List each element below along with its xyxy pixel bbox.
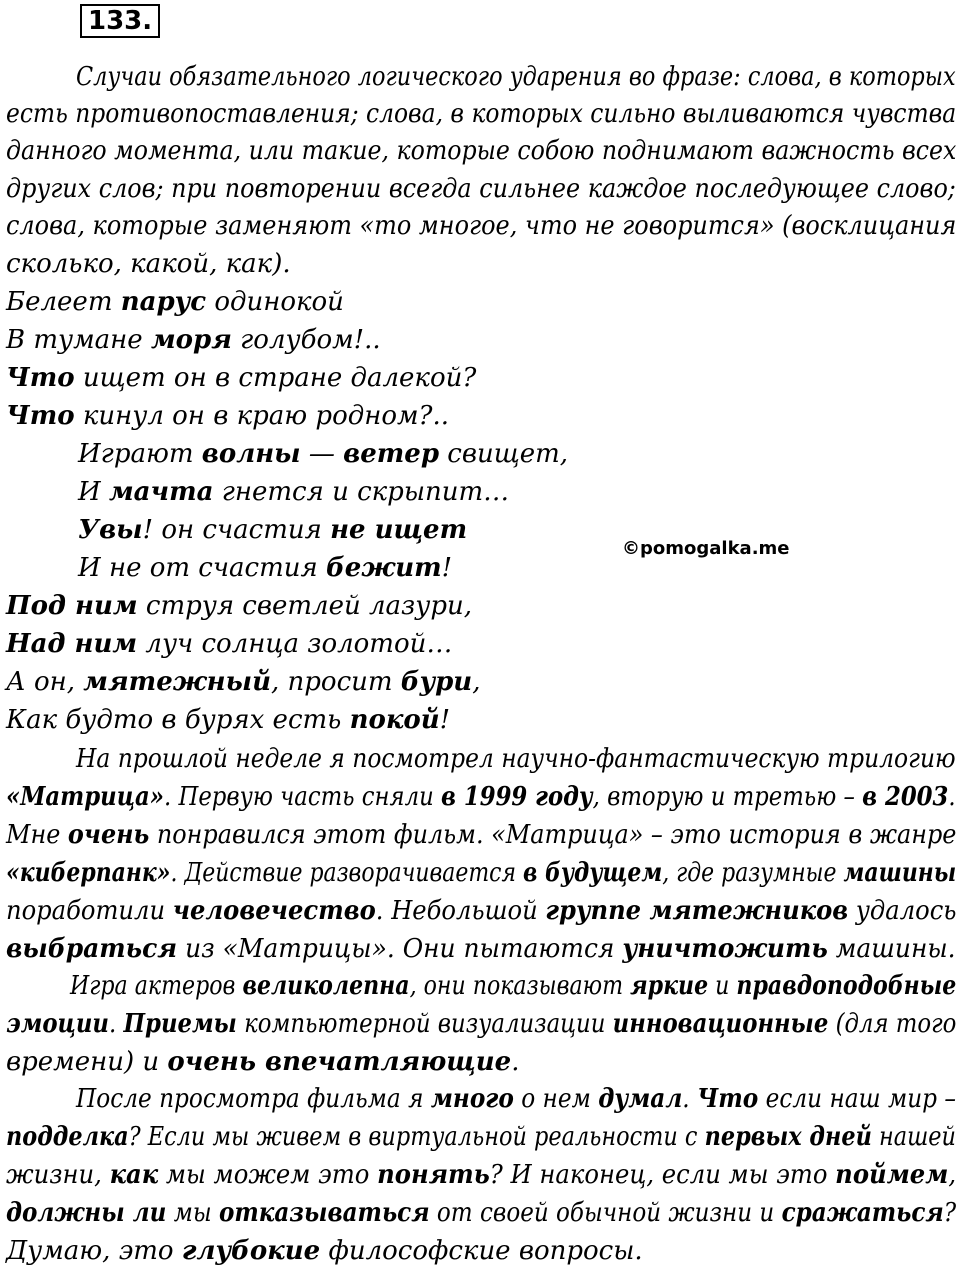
text-line <box>6 1047 519 1077</box>
text-segment: струя светлей лазури, <box>137 591 472 621</box>
emphasized-word: машины <box>843 858 957 888</box>
emphasized-word: подделка <box>6 1122 129 1152</box>
emphasized-word: эмоции <box>6 1009 110 1039</box>
text-segment: удалось <box>848 896 957 926</box>
text-segment: других слов; при повторении всегда сильнее каждое последующее слово; <box>6 174 956 204</box>
text-segment: ! <box>441 553 453 583</box>
text-line <box>6 705 450 735</box>
text-segment: . <box>109 1009 124 1039</box>
text-segment: . Небольшой <box>375 896 546 926</box>
emphasized-word: покой <box>349 705 440 735</box>
text-line <box>76 744 956 774</box>
text-line <box>78 477 509 507</box>
text-line <box>6 896 956 926</box>
text-segment: жизни, <box>6 1160 110 1190</box>
text-line <box>6 667 480 697</box>
text-line <box>78 515 467 545</box>
text-line <box>6 782 956 812</box>
text-segment: , <box>472 667 481 697</box>
text-segment: ! он счастия <box>142 515 331 545</box>
text-segment: о нем <box>513 1084 599 1114</box>
text-segment: , где разумные <box>662 858 844 888</box>
emphasized-word: великолепна <box>242 971 410 1001</box>
emphasized-word: Что <box>6 401 75 431</box>
text-segment: ? <box>943 1198 957 1228</box>
text-segment: В тумане <box>6 325 151 355</box>
text-segment: Как будто в бурях есть <box>6 705 350 735</box>
emphasized-word: Увы <box>78 515 143 545</box>
emphasized-word: моря <box>150 325 232 355</box>
text-segment: кинул он в краю родном?.. <box>74 401 450 431</box>
text-segment: философские вопросы. <box>320 1236 643 1266</box>
text-segment: нашей <box>871 1122 956 1152</box>
text-line <box>6 1198 956 1228</box>
text-segment: из «Матрицы». Они пытаются <box>177 934 623 964</box>
emphasized-word: Приемы <box>123 1009 237 1039</box>
text-line <box>6 820 956 850</box>
text-segment: На прошлой неделе я посмотрел научно-фантастическую трилогию <box>76 744 956 774</box>
text-segment: данного момента, или такие, которые собою поднимают важность всех <box>6 136 957 166</box>
emphasized-word: очень впечатляющие <box>167 1047 512 1077</box>
text-segment: . Первую часть сняли <box>164 782 442 812</box>
text-segment: ! <box>439 705 451 735</box>
text-segment: , они показывают <box>409 971 631 1001</box>
text-segment: времени) и <box>6 1047 168 1077</box>
text-segment: , просит <box>271 667 401 697</box>
text-segment: Случаи обязательного логического ударения во фразе: слова, в которых <box>76 62 956 92</box>
text-segment: голубом!.. <box>231 325 381 355</box>
emphasized-word: человечество <box>172 896 376 926</box>
emphasized-word: много <box>430 1084 514 1114</box>
text-segment: ? Если мы живем в виртуальной реальности с <box>128 1122 705 1152</box>
text-line <box>6 858 956 888</box>
emphasized-word: отказываться <box>218 1198 430 1228</box>
text-line <box>6 629 452 659</box>
text-segment: , <box>948 1160 957 1190</box>
exercise-number: 133. <box>80 4 160 38</box>
text-segment: После просмотра фильма я <box>76 1084 431 1114</box>
text-segment: есть противопоставления; слова, в которых сильно выливаются чувства <box>6 99 957 129</box>
text-line <box>6 211 956 241</box>
text-segment: ищет он в стране далекой? <box>74 363 477 393</box>
text-segment: ? И наконец, если мы это <box>489 1160 836 1190</box>
emphasized-word: не ищет <box>330 515 468 545</box>
emphasized-word: в будущем <box>522 858 663 888</box>
text-segment: (для того <box>828 1009 957 1039</box>
text-segment: . Действие разворачивается <box>170 858 523 888</box>
emphasized-word: должны ли <box>6 1198 167 1228</box>
emphasized-word: «Матрица» <box>6 782 165 812</box>
emphasized-word: бежит <box>325 553 442 583</box>
text-segment: . <box>948 782 956 812</box>
text-segment: мы можем это <box>158 1160 378 1190</box>
text-line <box>6 1236 643 1266</box>
emphasized-word: Над ним <box>6 629 138 659</box>
emphasized-word: очень <box>67 820 150 850</box>
text-segment: мы <box>166 1198 219 1228</box>
text-segment: одинокой <box>206 287 344 317</box>
text-line <box>78 439 568 469</box>
emphasized-word: думал <box>598 1084 683 1114</box>
text-segment: компьютерной визуализации <box>236 1009 613 1039</box>
emphasized-word: яркие <box>630 971 709 1001</box>
text-segment: если наш мир – <box>758 1084 956 1114</box>
text-line <box>6 249 291 279</box>
emphasized-word: первых дней <box>704 1122 872 1152</box>
emphasized-word: как <box>109 1160 159 1190</box>
text-line <box>6 1160 956 1190</box>
text-line <box>76 62 956 92</box>
emphasized-word: мачта <box>108 477 214 507</box>
text-line <box>6 136 956 166</box>
text-segment: . <box>682 1084 698 1114</box>
text-line <box>6 363 476 393</box>
text-line <box>6 99 956 129</box>
emphasized-word: правдоподобные <box>736 971 957 1001</box>
emphasized-word: бури <box>400 667 473 697</box>
emphasized-word: парус <box>120 287 207 317</box>
text-segment: понравился этот фильм. «Матрица» – это история в жанре <box>149 820 957 850</box>
text-line <box>76 1084 956 1114</box>
text-line <box>6 325 381 355</box>
emphasized-word: Под ним <box>6 591 138 621</box>
emphasized-word: группе мятежников <box>545 896 849 926</box>
text-line <box>6 1009 956 1039</box>
text-segment: И <box>78 477 109 507</box>
text-segment: сколько, какой, как). <box>6 249 291 279</box>
emphasized-word: Что <box>697 1084 759 1114</box>
text-segment: А он, <box>6 667 84 697</box>
emphasized-word: сражаться <box>781 1198 944 1228</box>
emphasized-word: Что <box>6 363 75 393</box>
emphasized-word: поймем <box>835 1160 949 1190</box>
text-line <box>6 174 956 204</box>
text-segment: . <box>511 1047 520 1077</box>
emphasized-word: выбраться <box>6 934 178 964</box>
emphasized-word: уничтожить <box>622 934 828 964</box>
text-segment: Мне <box>6 820 68 850</box>
emphasized-word: инновационные <box>612 1009 829 1039</box>
text-segment: луч солнца золотой… <box>137 629 453 659</box>
emphasized-word: в 1999 году <box>441 782 593 812</box>
text-segment: Думаю, это <box>6 1236 182 1266</box>
emphasized-word: мятежный <box>83 667 271 697</box>
text-line <box>6 591 472 621</box>
text-line <box>6 287 344 317</box>
emphasized-word: «киберпанк» <box>6 858 171 888</box>
emphasized-word: понять <box>377 1160 490 1190</box>
text-segment: Играют <box>78 439 202 469</box>
emphasized-word: ветер <box>343 439 440 469</box>
text-line <box>6 934 956 964</box>
text-segment: поработили <box>6 896 173 926</box>
text-segment: — <box>300 439 344 469</box>
text-segment: машины. <box>827 934 956 964</box>
text-segment: И не от счастия <box>78 553 326 583</box>
emphasized-word: глубокие <box>181 1236 321 1266</box>
text-segment: от своей обычной жизни и <box>429 1198 782 1228</box>
text-segment: Игра актеров <box>70 971 243 1001</box>
text-line <box>6 401 449 431</box>
emphasized-word: волны <box>201 439 301 469</box>
text-segment: слова, которые заменяют «то многое, что не говорится» (восклицания <box>6 211 957 241</box>
text-line <box>78 553 452 583</box>
emphasized-word: в 2003 <box>862 782 949 812</box>
text-segment: свищет, <box>439 439 569 469</box>
watermark: ©pomogalka.me <box>622 538 790 559</box>
text-segment: Белеет <box>6 287 121 317</box>
text-line <box>70 971 956 1001</box>
text-segment: гнется и скрыпит… <box>213 477 510 507</box>
text-line <box>6 1122 956 1152</box>
text-segment: и <box>708 971 737 1001</box>
text-segment: , вторую и третью – <box>592 782 863 812</box>
